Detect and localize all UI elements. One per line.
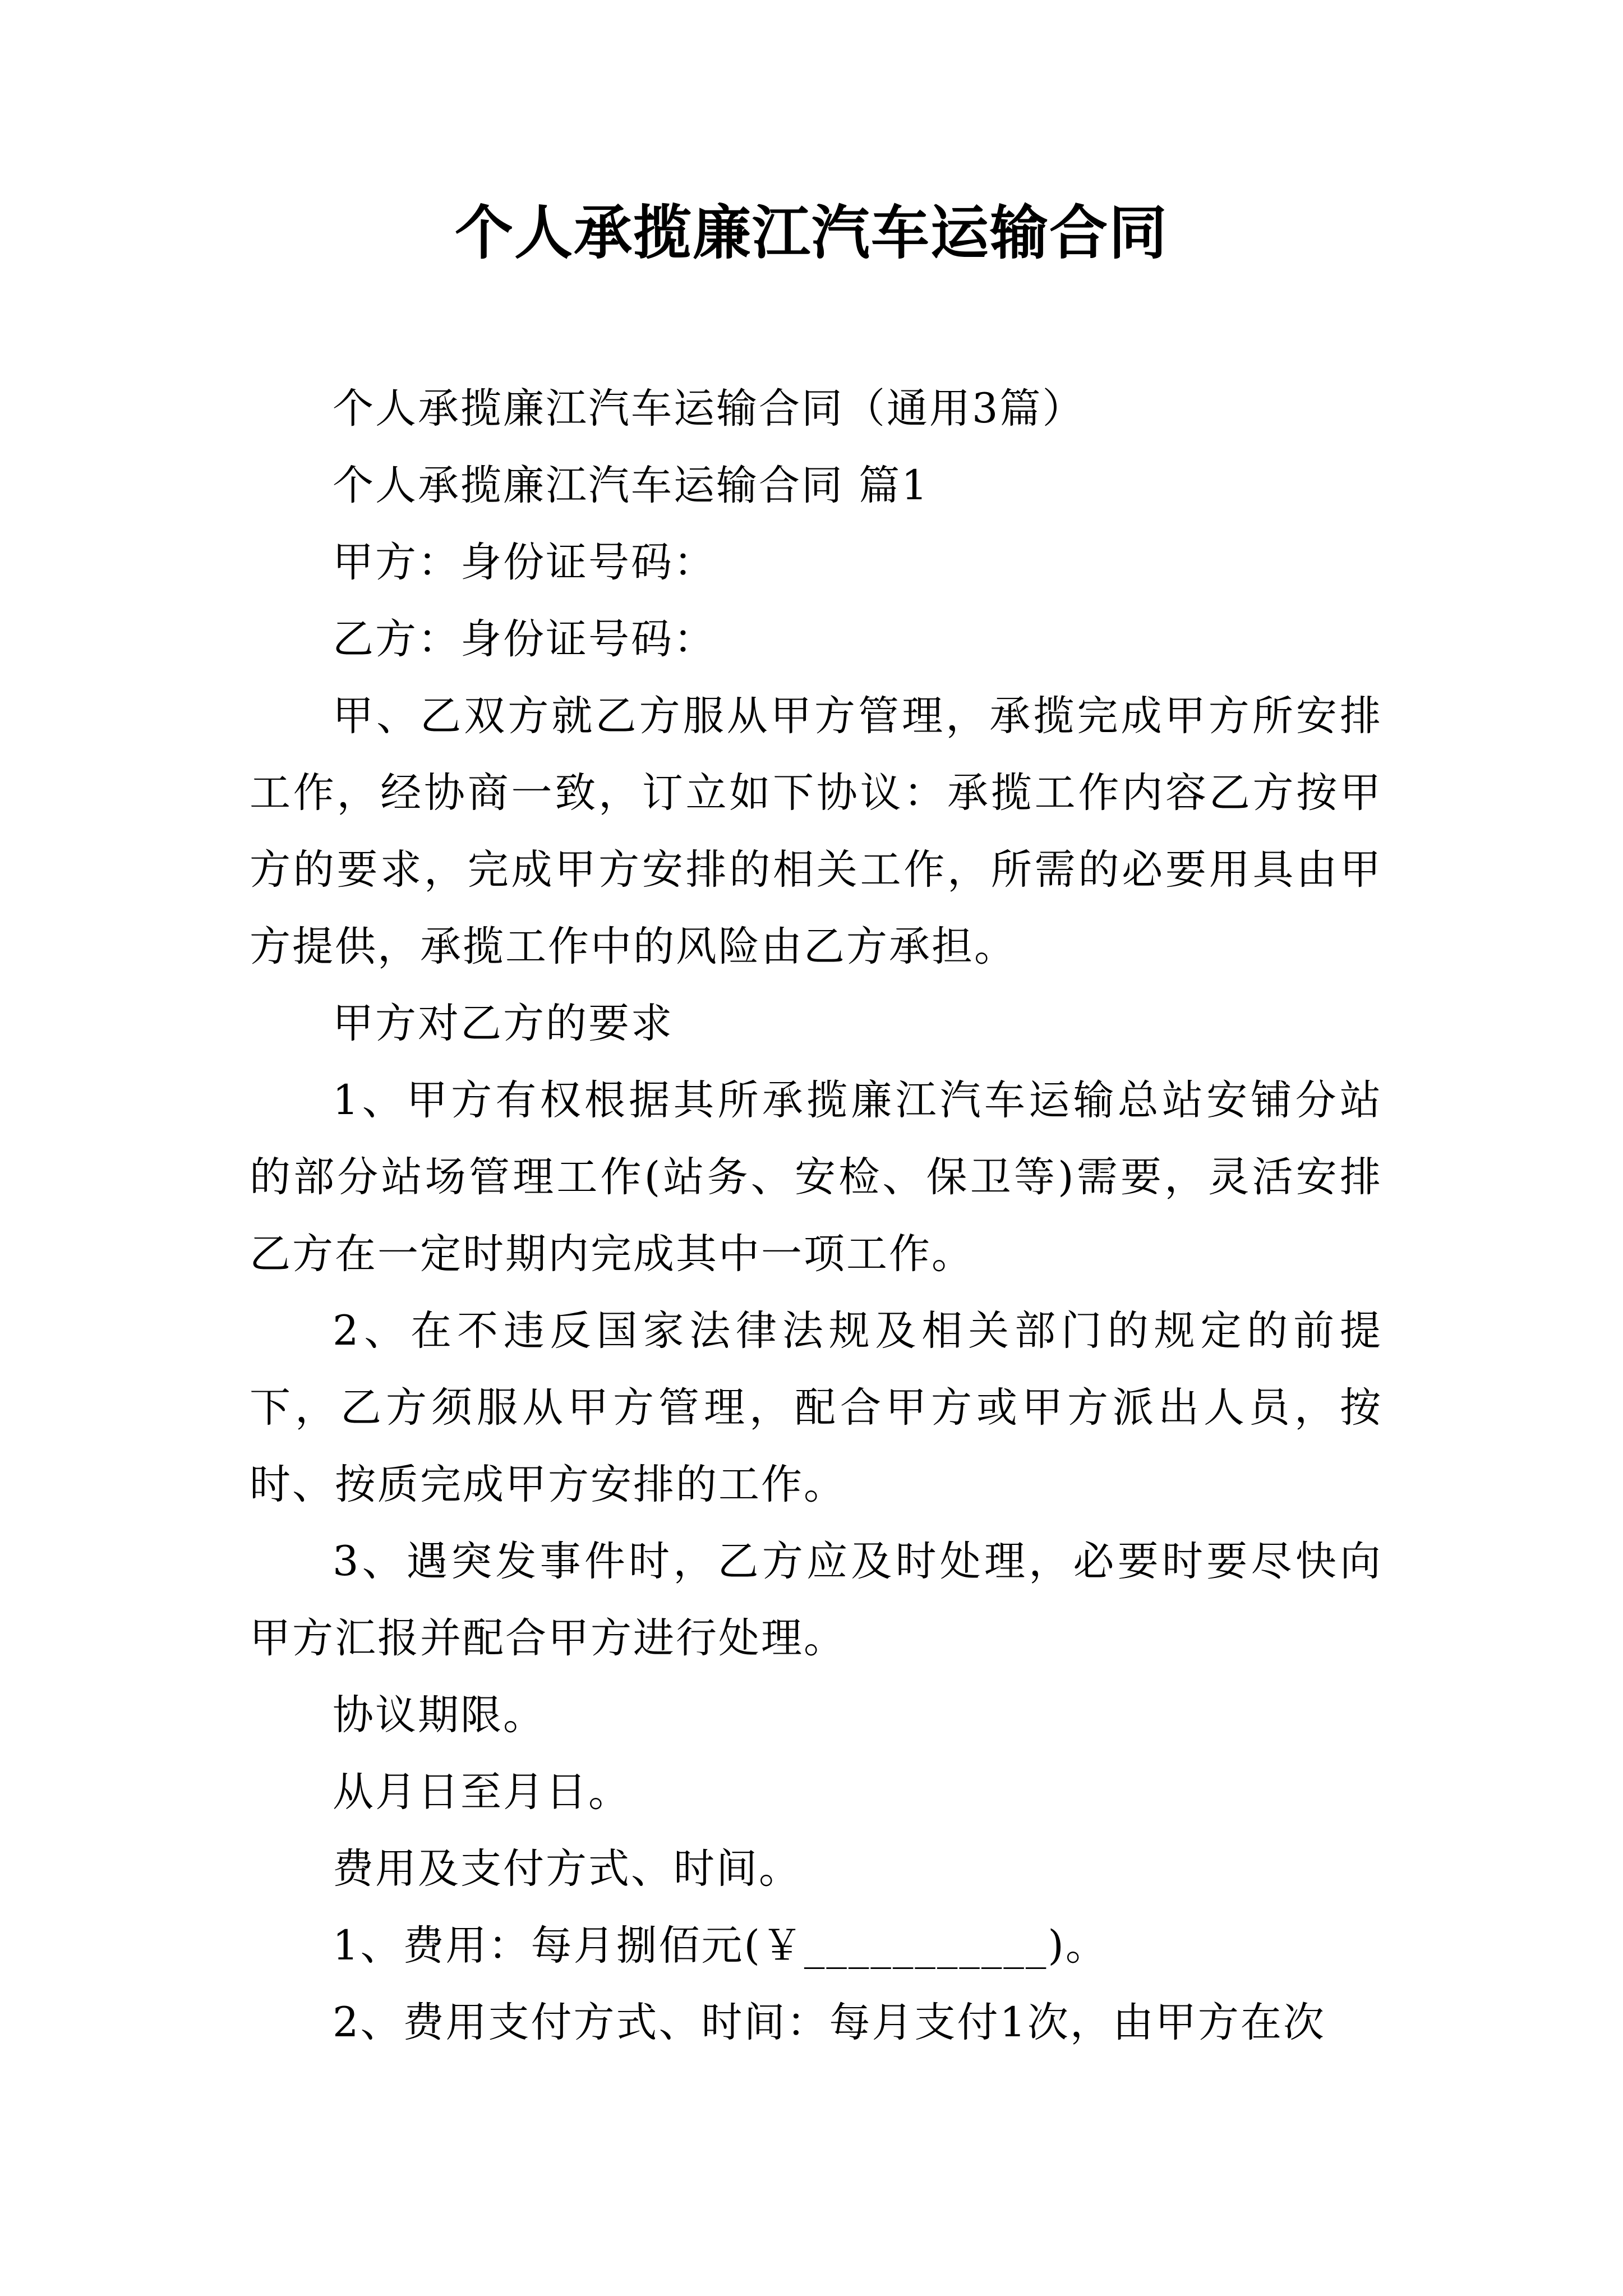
- section-heading: 个人承揽廉江汽车运输合同 篇1: [333, 462, 929, 509]
- party-a-line: 甲方：身份证号码：: [333, 539, 716, 586]
- document-title: 个人承揽廉江汽车运输合同: [454, 198, 1168, 267]
- term-heading: 协议期限。: [333, 1691, 546, 1739]
- requirement-item-3: 3、遇突发事件时，乙方应及时处理，必要时要尽快向甲方汇报并配合甲方进行处理。: [250, 1538, 1382, 1662]
- payment-heading: 费用及支付方式、时间。: [333, 1845, 801, 1893]
- agreement-intro-paragraph: 甲、乙双方就乙方服从甲方管理，承揽完成甲方所安排工作，经协商一致，订立如下协议：承揽工作内容乙方按甲方的要求，完成甲方安排的相关工作，所需的必要用具由甲方提供，承揽工作中的风险由乙方承担。: [250, 692, 1382, 970]
- requirement-item-2: 2、在不违反国家法律法规及相关部门的规定的前提下，乙方须服从甲方管理，配合甲方或甲方派出人员，按时、按质完成甲方安排的工作。: [250, 1307, 1382, 1508]
- document-subtitle: 个人承揽廉江汽车运输合同（通用3篇）: [333, 385, 1085, 432]
- document-body: [250, 370, 1382, 2061]
- requirements-heading: 甲方对乙方的要求: [333, 1000, 674, 1047]
- payment-item-2: 2、费用支付方式、时间：每月支付1次，由甲方在次: [333, 1999, 1326, 2046]
- party-b-line: 乙方：身份证号码：: [333, 615, 716, 663]
- payment-item-1: 1、费用：每月捌佰元(￥___________)。: [333, 1922, 1108, 1970]
- requirement-item-1: 1、甲方有权根据其所承揽廉江汽车运输总站安铺分站的部分站场管理工作(站务、安检、保卫等)需要，灵活安排乙方在一定时期内完成其中一项工作。: [250, 1076, 1382, 1278]
- term-dates-line: 从月日至月日。: [333, 1768, 631, 1816]
